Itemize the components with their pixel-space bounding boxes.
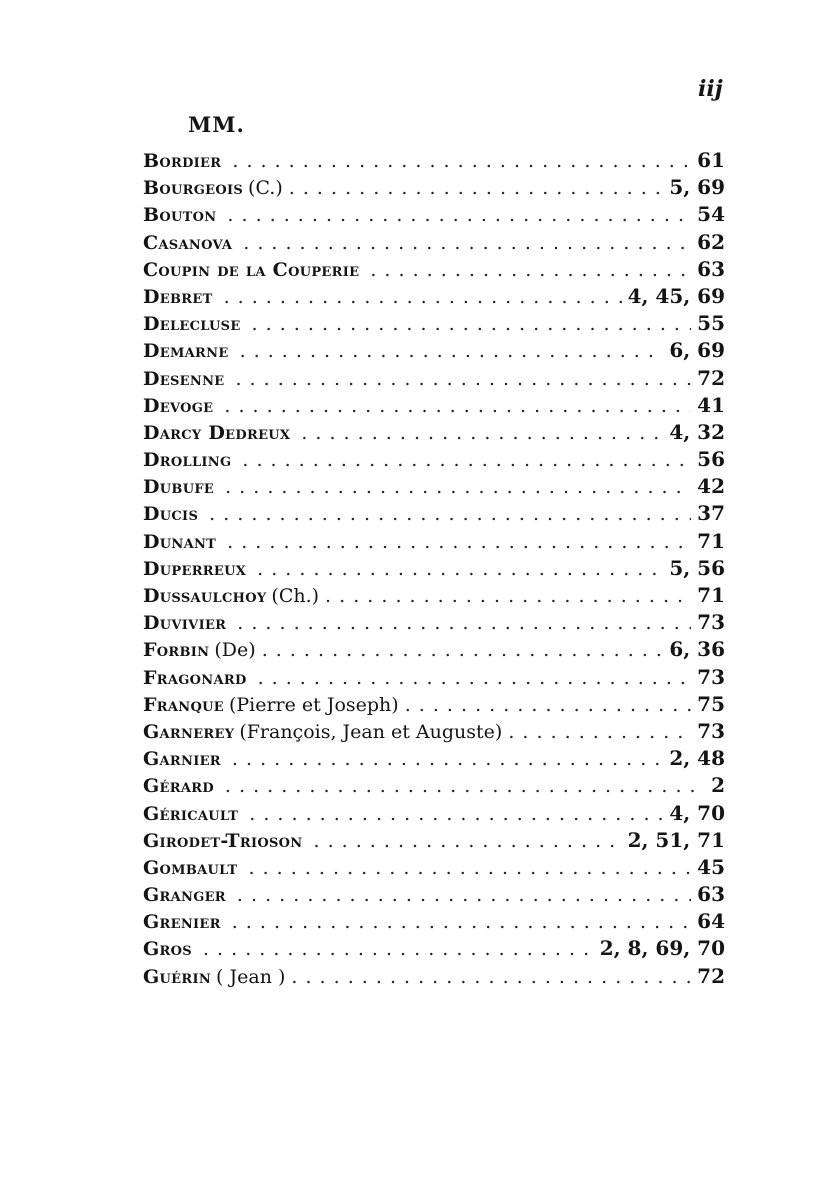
dot-leader (405, 692, 691, 718)
entry-pages: 62 (697, 229, 725, 254)
entry-pages: 5, 69 (669, 175, 725, 200)
index-entry (143, 500, 725, 527)
entry-name: Bouton (143, 204, 217, 227)
dot-leader (313, 828, 621, 854)
entry-pages: 45 (697, 854, 725, 879)
index-entry (143, 636, 725, 663)
index-entry (143, 963, 725, 990)
entry-name: Bordier (143, 150, 222, 172)
index-entry (143, 310, 725, 337)
entry-pages: 41 (697, 392, 725, 417)
dot-leader (227, 529, 691, 555)
index-entry (143, 827, 725, 854)
entry-pages: 71 (697, 528, 725, 553)
dot-leader (370, 257, 691, 283)
dot-leader (224, 393, 691, 419)
index-entry (143, 609, 725, 636)
entry-name: Casanova (143, 231, 233, 254)
dot-leader (291, 964, 691, 990)
entry-name: Ducis (143, 503, 199, 526)
entry-qualifier: (François, Jean et Auguste) (239, 720, 503, 743)
entry-pages: 4, 70 (669, 800, 725, 825)
dot-leader (258, 665, 692, 691)
dot-leader (235, 366, 691, 392)
dot-leader (232, 148, 691, 174)
entry-pages: 6, 36 (669, 637, 725, 662)
index-entry (143, 473, 725, 500)
entry-name: Duperreux (143, 557, 247, 580)
entry-name: Gros (143, 938, 192, 961)
entry-name: Drolling (143, 449, 232, 472)
index-entry (143, 664, 725, 691)
dot-leader (257, 556, 663, 582)
entry-pages: 56 (697, 447, 725, 472)
index-entry (143, 419, 725, 446)
index-entry (143, 800, 725, 827)
dot-leader (508, 719, 691, 745)
dot-leader (243, 230, 691, 256)
index-entry (143, 337, 725, 364)
index-entry (143, 392, 725, 419)
entry-name: Coupin de la Couperie (143, 258, 360, 281)
dot-leader (240, 338, 664, 364)
entry-pages: 55 (697, 311, 725, 336)
entry-name: Guérin (143, 965, 212, 988)
entry-name: Dubufe (143, 476, 215, 499)
entry-name: Desenne (143, 367, 225, 390)
entry-name: Franque (143, 693, 224, 716)
entry-pages: 6, 69 (669, 338, 725, 363)
dot-leader (224, 284, 622, 310)
entry-pages: 63 (697, 882, 725, 907)
index-entry (143, 582, 725, 609)
dot-leader (225, 773, 705, 799)
entry-pages: 63 (697, 256, 725, 281)
entry-pages: 73 (697, 664, 725, 689)
index-entry (143, 283, 725, 310)
entry-pages: 2, 8, 69, 70 (599, 936, 725, 961)
index-entry (143, 772, 725, 799)
entry-pages: 71 (697, 583, 725, 607)
entry-pages: 4, 32 (669, 419, 725, 444)
dot-leader (325, 583, 691, 609)
dot-leader (242, 447, 691, 473)
entry-name: Delecluse (143, 313, 241, 336)
entry-pages: 42 (697, 474, 725, 499)
entry-pages: 2 (711, 773, 725, 798)
dot-leader (252, 311, 692, 337)
dot-leader (203, 936, 594, 962)
index-entry (143, 691, 725, 718)
entry-name: Duvivier (143, 612, 227, 635)
index-entry (143, 718, 725, 745)
index-entry (143, 174, 725, 201)
dot-leader (262, 637, 664, 663)
index-entry (143, 229, 725, 256)
entry-qualifier: (C.) (248, 177, 283, 200)
entry-pages: 75 (697, 691, 725, 716)
entry-pages: 61 (697, 148, 725, 172)
index-entry (143, 935, 725, 962)
entry-pages: 73 (697, 610, 725, 635)
entry-name: Fragonard (143, 666, 247, 689)
index-entry (143, 147, 725, 174)
entry-name: Géricault (143, 802, 239, 825)
dot-leader (237, 610, 691, 636)
entry-name: Debret (143, 285, 213, 308)
dot-leader (225, 474, 691, 500)
index-entry (143, 256, 725, 283)
entry-name: Grenier (143, 911, 221, 934)
index-entry (143, 854, 725, 881)
entry-name: Bourgeois (143, 177, 244, 200)
entry-qualifier: (De) (214, 639, 256, 662)
entry-qualifier: (Ch.) (271, 585, 320, 607)
entry-name: Gérard (143, 775, 214, 798)
entry-pages: 37 (697, 501, 725, 526)
entry-pages: 4, 45, 69 (627, 283, 725, 308)
entry-name: Gombault (143, 856, 238, 879)
entry-name: Darcy Dedreux (143, 421, 291, 444)
page-number: iij (698, 76, 723, 102)
dot-leader (249, 801, 663, 827)
entry-qualifier: (Pierre et Joseph) (228, 693, 399, 716)
dot-leader (232, 909, 691, 935)
entry-pages: 72 (697, 365, 725, 390)
entry-name: Demarne (143, 340, 229, 363)
entry-name: Forbin (143, 639, 210, 662)
dot-leader (249, 855, 692, 881)
index-entry (143, 908, 725, 935)
entry-name: Granger (143, 884, 226, 907)
dot-leader (232, 746, 663, 772)
index-list (143, 147, 725, 990)
entry-name: Devoge (143, 394, 214, 417)
dot-leader (301, 420, 663, 446)
entry-qualifier: ( Jean ) (216, 965, 286, 988)
entry-name: Dussaulchoy (143, 585, 267, 607)
entry-pages: 73 (697, 718, 725, 743)
entry-name: Girodet-Trioson (143, 829, 303, 852)
index-entry (143, 365, 725, 392)
index-entry (143, 201, 725, 228)
list-heading: MM. (188, 112, 245, 137)
dot-leader (209, 501, 691, 527)
entry-pages: 2, 48 (669, 746, 725, 771)
entry-name: Dunant (143, 530, 217, 553)
index-entry (143, 555, 725, 582)
entry-pages: 54 (697, 202, 725, 227)
index-entry (143, 881, 725, 908)
dot-leader (289, 175, 664, 201)
index-entry (143, 446, 725, 473)
entry-name: Garnerey (143, 720, 235, 743)
entry-pages: 2, 51, 71 (627, 827, 725, 852)
entry-pages: 5, 56 (669, 555, 725, 580)
index-entry (143, 528, 725, 555)
entry-pages: 64 (697, 909, 725, 934)
entry-pages: 72 (697, 963, 725, 988)
entry-name: Garnier (143, 748, 221, 771)
dot-leader (237, 882, 691, 908)
dot-leader (227, 202, 691, 228)
index-entry (143, 745, 725, 772)
